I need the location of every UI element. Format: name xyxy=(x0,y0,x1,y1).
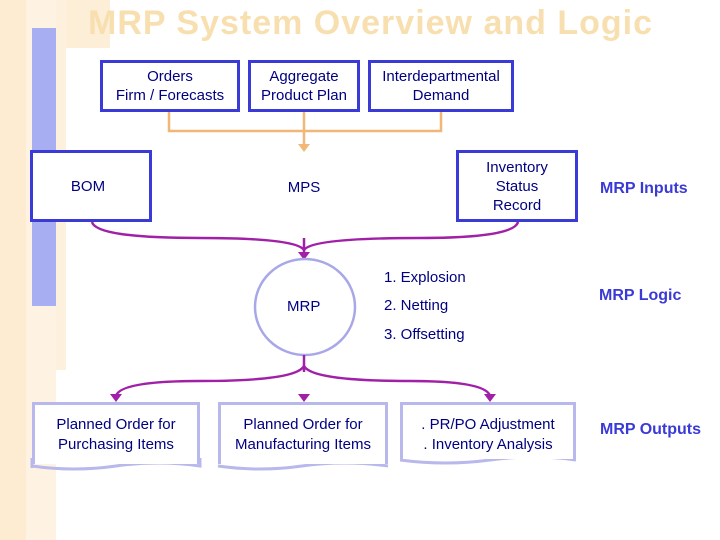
inventory-label: Inventory Status Record xyxy=(486,158,548,214)
manufacturing-output-label: Planned Order for Manufacturing Items xyxy=(235,416,371,453)
mrp-logic-label: MRP Logic xyxy=(599,287,682,304)
slide-title: MRP System Overview and Logic xyxy=(88,4,653,42)
output-arrow-head-right xyxy=(484,394,496,402)
top-inputs-bracket xyxy=(169,112,441,131)
purchasing-output-doc xyxy=(32,402,200,464)
bom-box xyxy=(30,150,152,222)
aggregate-plan-box xyxy=(248,60,360,112)
logic-step-explosion: 1. Explosion xyxy=(384,269,466,286)
mps-label: MPS xyxy=(287,178,321,196)
adjustments-output-doc xyxy=(400,402,576,459)
mrp-outputs-label: MRP Outputs xyxy=(600,421,702,438)
orders-box xyxy=(100,60,240,112)
inventory-box xyxy=(456,150,578,222)
mps-box xyxy=(246,154,362,220)
purchasing-output-label: Planned Order for Purchasing Items xyxy=(56,416,176,453)
interdepartmental-box xyxy=(368,60,514,112)
logic-step-netting: 2. Netting xyxy=(384,297,449,314)
output-arrow-head-left xyxy=(110,394,122,402)
mrp-node-label: MRP xyxy=(287,298,321,315)
logic-step-offsetting: 3. Offsetting xyxy=(384,326,465,343)
output-arrow-head-center xyxy=(298,394,310,402)
adjustments-output-label: . PR/PO Adjustment . Inventory Analysis xyxy=(421,416,555,453)
manufacturing-output-doc xyxy=(218,402,388,464)
orders-label: Orders Firm / Forecasts xyxy=(115,68,225,104)
bom-label: BOM xyxy=(70,177,106,195)
interdepartmental-label: Interdepartmental Demand xyxy=(382,68,500,104)
mps-arrow-head xyxy=(298,144,310,152)
aggregate-plan-label: Aggregate Product Plan xyxy=(261,68,347,104)
mrp-inputs-label: MRP Inputs xyxy=(600,180,688,197)
